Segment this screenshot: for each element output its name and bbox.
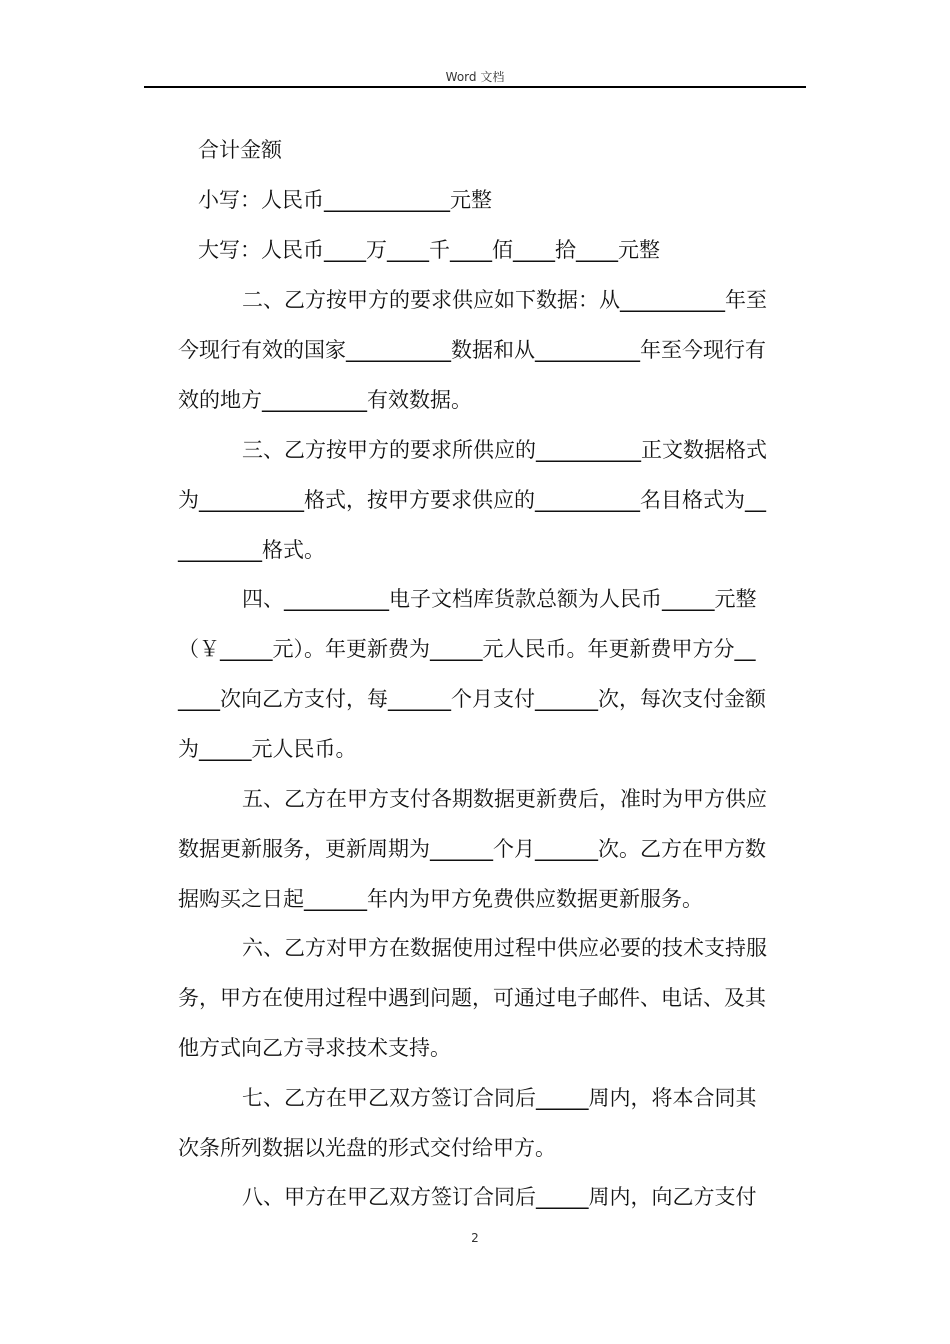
page-header: Word 文档 (445, 70, 505, 84)
body-line: 效的地方__________有效数据。 (178, 388, 472, 412)
body-line: 三、乙方按甲方的要求所供应的__________正文数据格式 (242, 438, 767, 462)
header-divider (144, 86, 806, 88)
body-line: 合计金额 (198, 138, 282, 162)
body-line: 七、乙方在甲乙双方签订合同后_____周内，将本合同其 (242, 1086, 757, 1110)
body-line: 他方式向乙方寻求技术支持。 (178, 1036, 451, 1060)
body-line: 今现行有效的国家__________数据和从__________年至今现行有 (178, 338, 766, 362)
body-line: 小写：人民币____________元整 (198, 188, 492, 212)
body-line: 为__________格式，按甲方要求供应的__________名目格式为__ (178, 488, 766, 512)
body-line: 二、乙方按甲方的要求供应如下数据：从__________年至 (242, 288, 767, 312)
page-number: 2 (471, 1231, 479, 1245)
body-line: 为_____元人民币。 (178, 737, 357, 761)
body-line: 数据更新服务，更新周期为______个月______次。乙方在甲方数 (178, 837, 766, 861)
body-line: 大写：人民币____万____千____佰____拾____元整 (198, 238, 660, 262)
body-line: ________格式。 (178, 538, 325, 562)
body-line: 五、乙方在甲方支付各期数据更新费后，准时为甲方供应 (242, 787, 767, 811)
body-line: 八、甲方在甲乙双方签订合同后_____周内，向乙方支付 (242, 1185, 757, 1209)
body-line: 务，甲方在使用过程中遇到问题，可通过电子邮件、电话、及其 (178, 986, 766, 1010)
body-line: 据购买之日起______年内为甲方免费供应数据更新服务。 (178, 887, 703, 911)
body-line: 六、乙方对甲方在数据使用过程中供应必要的技术支持服 (242, 936, 767, 960)
body-line: 次条所列数据以光盘的形式交付给甲方。 (178, 1136, 556, 1160)
body-line: ____次向乙方支付，每______个月支付______次，每次支付金额 (178, 687, 766, 711)
body-line: （￥_____元）。年更新费为_____元人民币。年更新费甲方分__ (178, 637, 756, 661)
body-line: 四、__________电子文档库货款总额为人民币_____元整 (242, 587, 757, 611)
